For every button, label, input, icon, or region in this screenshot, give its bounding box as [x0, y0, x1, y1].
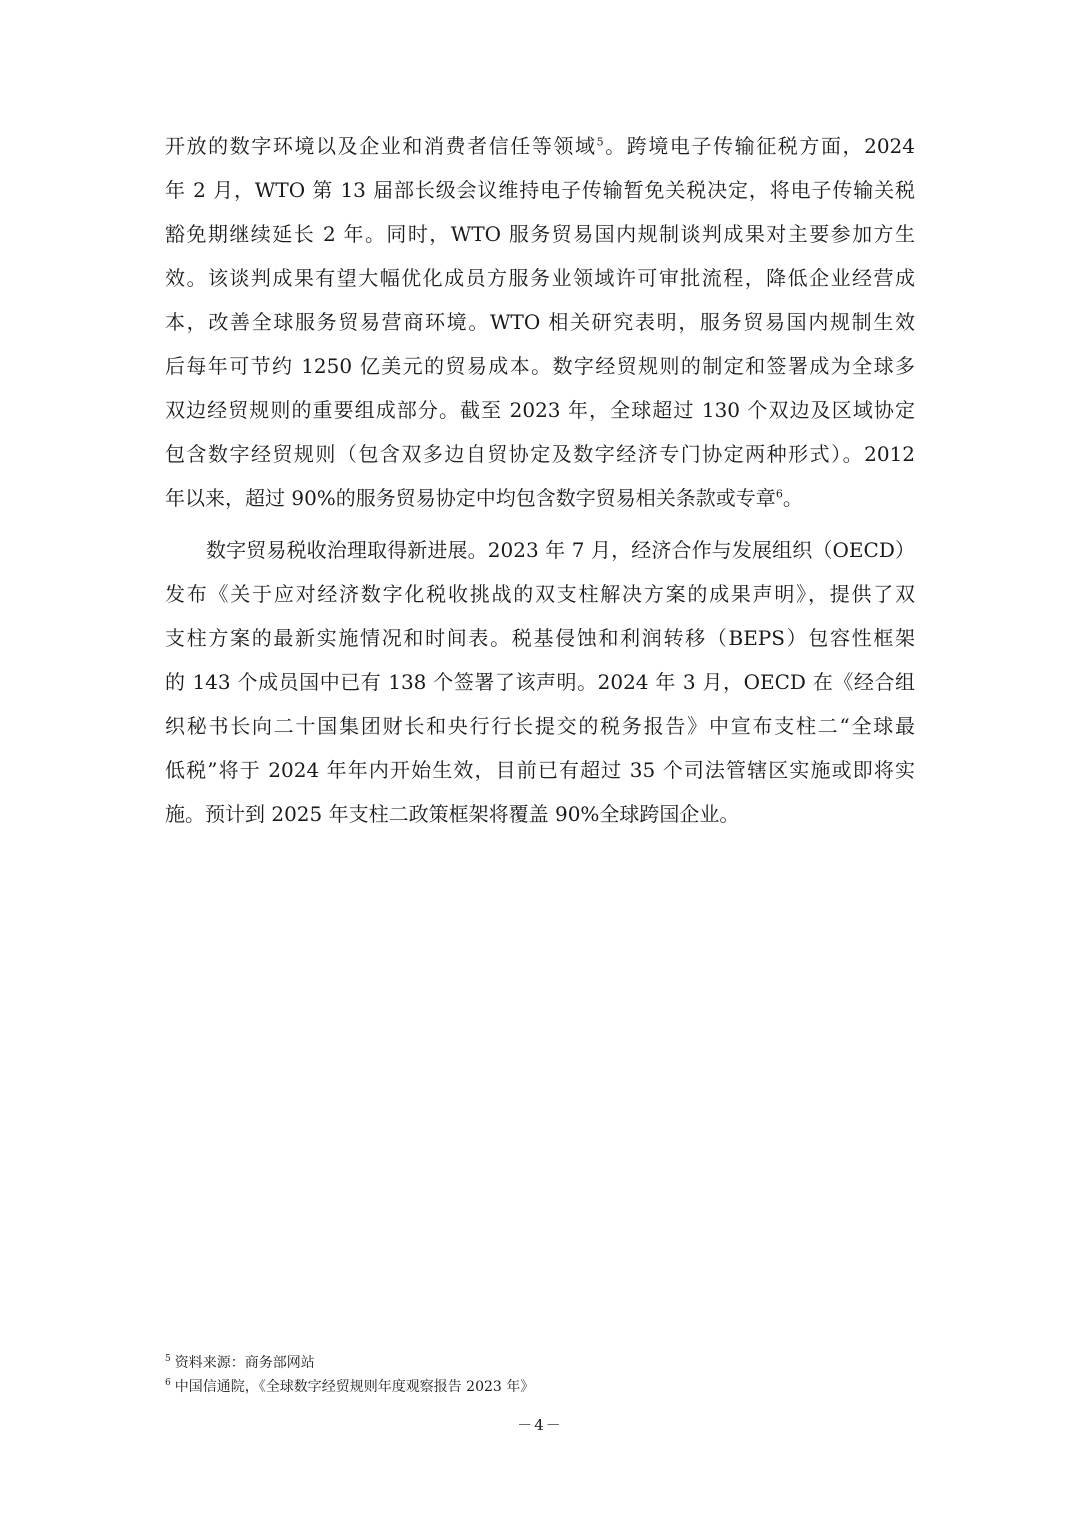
footnotes — [165, 1351, 915, 1399]
paragraph-line: 本，改善全球服务贸易营商环境。WTO 相关研究表明，服务贸易国内规制生效 — [165, 310, 915, 334]
paragraph-line: 的 143 个成员国中已有 138 个签署了该声明。2024 年 3 月，OECD 在《经合组 — [165, 670, 915, 694]
paragraph-1 — [165, 124, 915, 520]
body-text — [165, 124, 915, 836]
footnote-5 — [165, 1351, 915, 1375]
footnote-ref-6[interactable]: 6 — [775, 487, 783, 501]
paragraph-line: 豁免期继续延长 2 年。同时，WTO 服务贸易国内规制谈判成果对主要参加方生 — [165, 222, 915, 246]
paragraph-line: 支柱方案的最新实施情况和时间表。税基侵蚀和利润转移（BEPS）包容性框架 — [165, 626, 915, 650]
page-number: －4－ — [517, 1416, 563, 1434]
paragraph-line: 年 2 月，WTO 第 13 届部长级会议维持电子传输暂免关税决定，将电子传输关税 — [165, 178, 915, 202]
paragraph-line: 开放的数字环境以及企业和消费者信任等领域$^5$。跨境电子传输征税方面，2024 — [165, 134, 915, 158]
footnote-marker: 5 — [165, 1354, 171, 1365]
paragraph-line: 效。该谈判成果有望大幅优化成员方服务业领域许可审批流程，降低企业经营成 — [165, 266, 915, 290]
paragraph-gap — [165, 520, 915, 528]
footnote-6 — [165, 1375, 915, 1399]
paragraph-line: 数字贸易税收治理取得新进展。2023 年 7 月，经济合作与发展组织（OECD） — [206, 538, 915, 562]
paragraph-line: 低税”将于 2024 年年内开始生效，目前已有超过 35 个司法管辖区实施或即将实 — [165, 758, 915, 782]
footnote-marker: 6 — [165, 1378, 171, 1389]
paragraph-line: 织秘书长向二十国集团财长和央行行长提交的税务报告》中宣布支柱二“全球最 — [165, 714, 915, 738]
paragraph-line: 发布《关于应对经济数字化税收挑战的双支柱解决方案的成果声明》，提供了双 — [165, 582, 915, 606]
paragraph-line: 双边经贸规则的重要组成部分。截至 2023 年，全球超过 130 个双边及区域协定 — [165, 398, 915, 422]
footnote-ref-5[interactable]: 5 — [596, 135, 604, 149]
paragraph-line: 包含数字经贸规则（包含双多边自贸协定及数字经济专门协定两种形式）。2012 — [165, 442, 915, 466]
paragraph-line: 施。预计到 2025 年支柱二政策框架将覆盖 90%全球跨国企业。 — [165, 802, 740, 826]
footnote-text: 中国信通院，《全球数字经贸规则年度观察报告 2023 年》 — [174, 1379, 535, 1395]
paragraph-line: 年以来，超过 90%的服务贸易协定中均包含数字贸易相关条款或专章$^6$。 — [165, 486, 803, 510]
paragraph-line: 后每年可节约 1250 亿美元的贸易成本。数字经贸规则的制定和签署成为全球多 — [165, 354, 915, 378]
paragraph-2 — [165, 528, 915, 836]
footnote-text: 资料来源：商务部网站 — [174, 1355, 315, 1371]
